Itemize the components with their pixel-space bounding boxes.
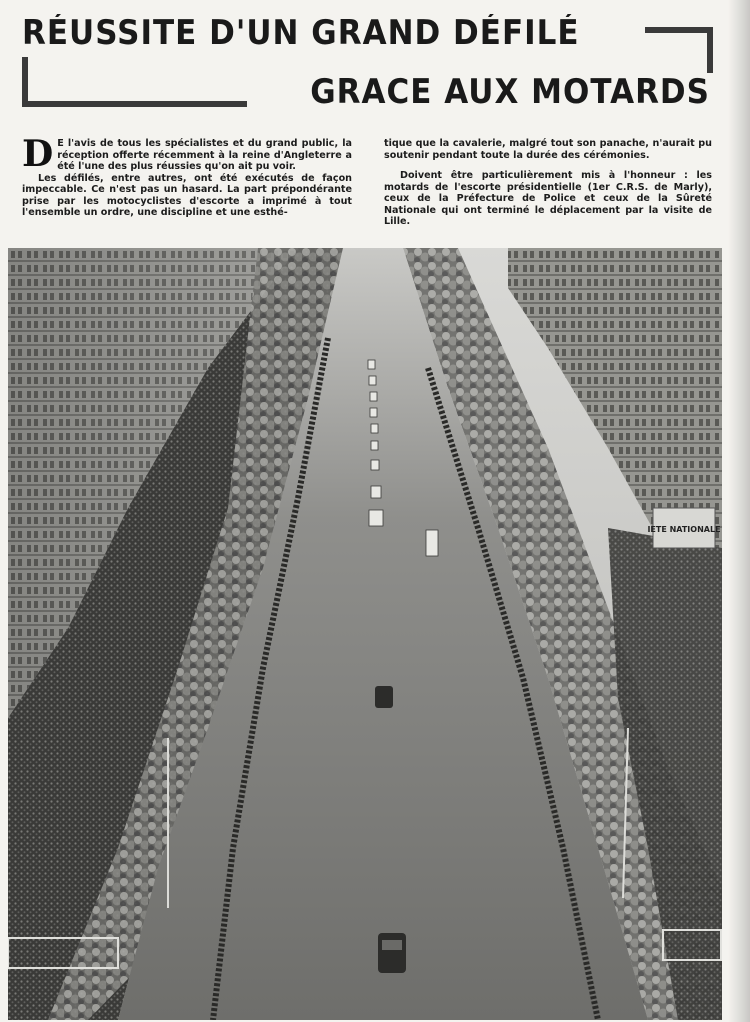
headline-line-1: RÉUSSITE D'UN GRAND DÉFILÉ: [22, 14, 580, 53]
article-column-left: [22, 133, 352, 219]
page-edge-shadow: [728, 0, 750, 1022]
decorative-rule-top-vertical: [707, 27, 713, 73]
parade-photograph: [8, 248, 722, 1020]
article-paragraph: Doivent être particulièrement mis à l'honneur : les motards de l'escorte présidentielle (1er C.R.S. de Marly), ceux de la Préfecture de Police et ceux de la Sûreté Nationale qui ont terminé le déplacement par la visite de Lille.: [384, 170, 712, 227]
decorative-rule-bottom-vertical: [22, 57, 28, 107]
article-column-right: [384, 138, 712, 228]
article-paragraph: E l'avis de tous les spécialistes et du grand public, la réception offerte récemment à la reine d'Angleterre a été l'une des plus réussies qu'on ait pu voir.: [57, 138, 352, 172]
decorative-rule-top: [645, 27, 713, 33]
drop-cap: D: [22, 133, 54, 175]
article-paragraph: tique que la cavalerie, malgré tout son panache, n'aurait pu soutenir pendant toute la durée des cérémonies.: [384, 138, 712, 161]
decorative-rule-bottom: [22, 101, 247, 107]
headline-line-2: GRACE AUX MOTARDS: [310, 73, 710, 112]
article-paragraph: Les défilés, entre autres, ont été exécutés de façon impeccable. Ce n'est pas un hasard. La part prépondérante prise par les motocyclistes d'escorte a imprimé à tout l'ensemble un ordre, une discipline et une esthé-: [22, 172, 352, 218]
building-banner: IETE NATIONALE: [647, 525, 721, 534]
